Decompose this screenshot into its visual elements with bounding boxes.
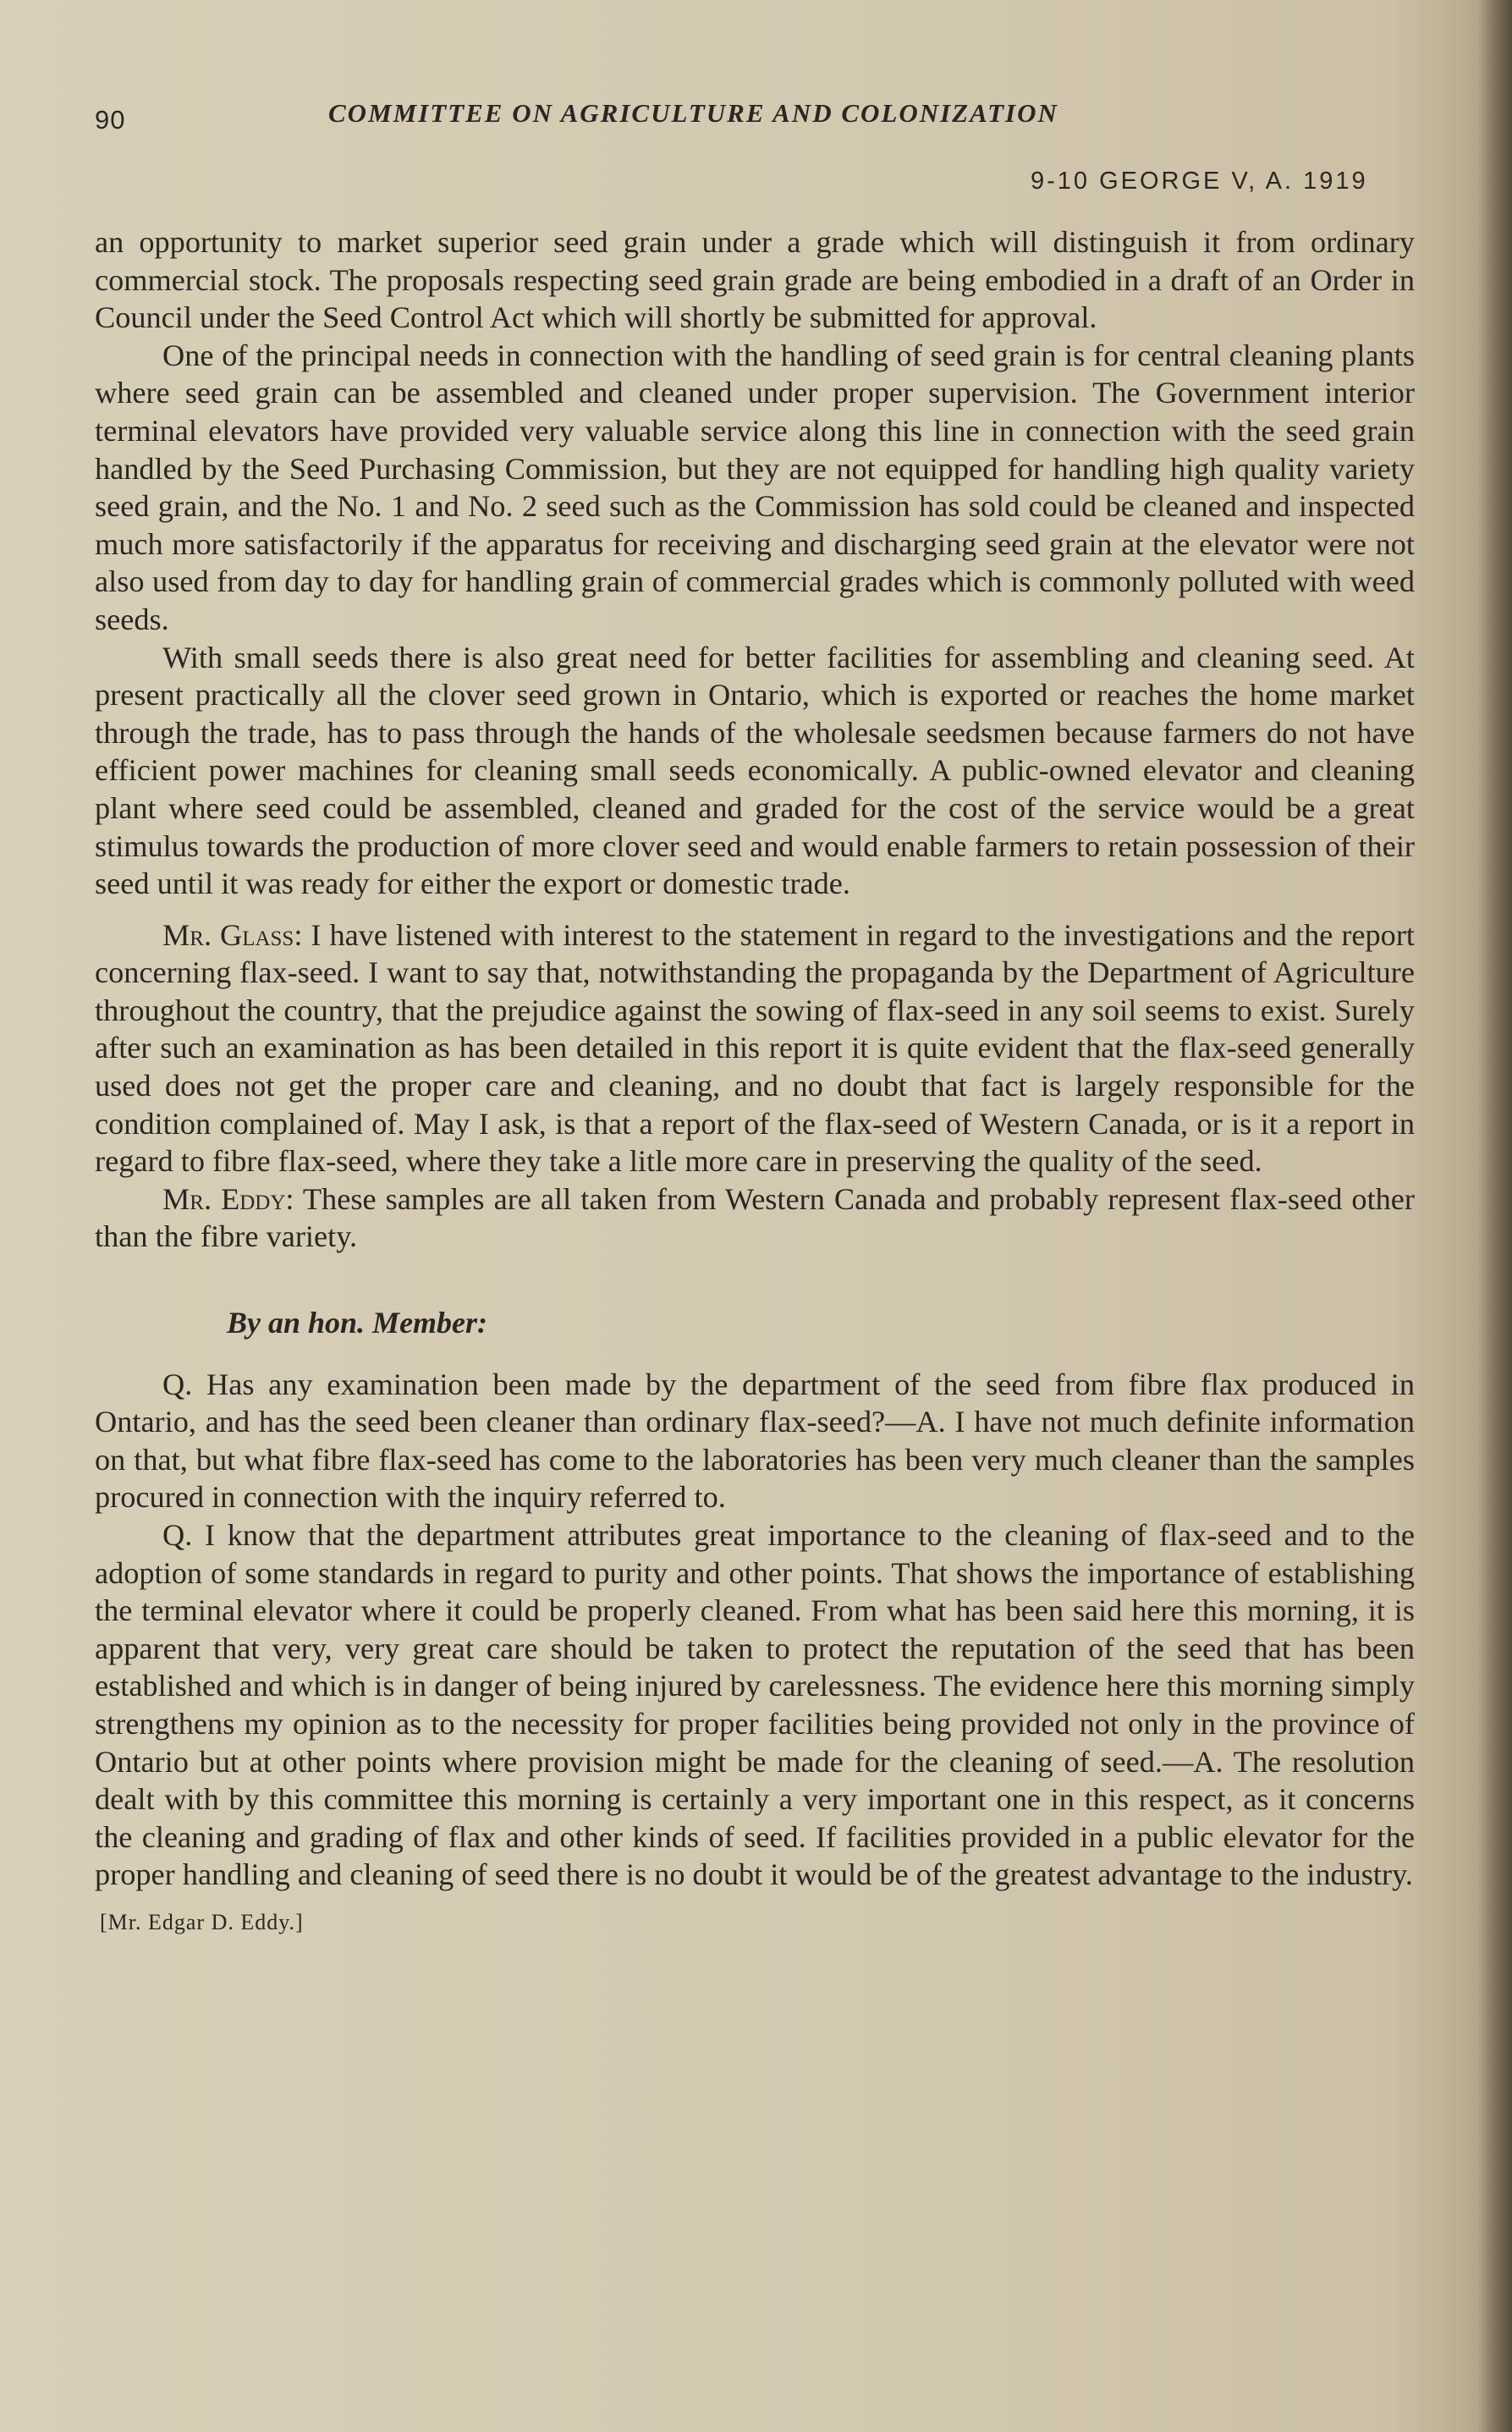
speaker-glass: Mr. Glass:	[162, 917, 303, 952]
page-number: 90	[95, 105, 126, 135]
question-answer-2: Q. I know that the department attributes great importance to the cleaning of flax-seed and to the adoption of some standards in regard to purity and other points. That shows the importance of establishing the terminal elevator where it could be properly cleaned. From what has been said here this morning, it is apparent that very, very great care should be taken to protect the reputation of the seed that has been established and which is in danger of being injured by carelessness. The evidence here this morning simply strengthens my opinion as to the necessity for proper facilities being provided not only in the province of Ontario but at other points where provision might be made for the cleaning of seed.—A. The resolution dealt with by this committee this morning is certainly a very important one in this respect, as it concerns the cleaning and grading of flax and other kinds of seed. If facilities provided in a public elevator for the proper handling and cleaning of seed there is no doubt it would be of the greatest advantage to the industry.	[95, 1518, 1415, 1892]
paragraph-mr-glass	[95, 916, 1415, 1180]
paragraph-mr-eddy	[95, 1180, 1415, 1256]
body-text	[95, 223, 1415, 1942]
paragraph-small-seeds: With small seeds there is also great need for better facilities for assembling and cleaning seed. At present practically all the clover seed grown in Ontario, which is exported or reaches the home market through the trade, has to pass through the hands of the wholesale seedsmen because farmers do not have efficient power machines for cleaning small seeds economically. A public-owned elevator and cleaning plant where seed could be assembled, cleaned and graded for the cost of the service would be a great stimulus towards the production of more clover seed and would enable farmers to retain possession of their seed until it was ready for either the export or domestic trade.	[95, 640, 1415, 901]
question-answer-1: Q. Has any examination been made by the department of the seed from fibre flax produced in Ontario, and has the seed been cleaner than ordinary flax-seed?—A. I have not much definite information on that, but what fibre flax-seed has come to the laboratories has been very much cleaner than the samples procured in connection with the inquiry referred to.	[95, 1367, 1415, 1515]
session-reference: 9-10 GEORGE V, A. 1919	[1031, 168, 1368, 195]
paragraph-seed-grain-grade: an opportunity to market superior seed grain under a grade which will distinguish it from ordinary commercial stock. The proposals respecting seed grain grade are being embodied in a draft of an Order in Council under the Seed Control Act which will shortly be submitted for approval.	[95, 225, 1415, 335]
running-title: COMMITTEE ON AGRICULTURE AND COLONIZATION	[328, 98, 1058, 128]
paragraph-cleaning-plants: One of the principal needs in connection with the handling of seed grain is for central cleaning plants where seed grain can be assembled and cleaned under proper supervision. The Government interior terminal elevators have provided very valuable service along this line in connection with the seed grain handled by the Seed Purchasing Commission, but they are not equipped for handling high quality variety seed grain, and the No. 1 and No. 2 seed such as the Commission has sold could be cleaned and inspected much more satisfactorily if the apparatus for receiving and discharging seed grain at the elevator were not also used from day to day for handling grain of commercial grades which is commonly polluted with weed seeds.	[95, 338, 1415, 636]
statement-eddy: These samples are all taken from Western Canada and probably represent flax-seed other than the fibre variety.	[95, 1181, 1415, 1254]
speaker-eddy: Mr. Eddy:	[162, 1181, 294, 1216]
statement-glass: I have listened with interest to the statement in regard to the investigations and the report concerning flax-seed. I want to say that, notwithstanding the propaganda by the Department of Agriculture throughout the country, that the prejudice against the sowing of flax-seed in any soil seems to exist. Surely after such an examination as has been detailed in this report it is quite evident that the flax-seed generally used does not get the proper care and cleaning, and no doubt that fact is largely responsible for the condition complained of. May I ask, is that a report of the flax-seed of Western Canada, or is it a report in regard to fibre flax-seed, where they take a litle more care in preserving the quality of the seed.	[95, 917, 1415, 1179]
witness-attribution: [Mr. Edgar D. Eddy.]	[100, 1909, 304, 1934]
section-subhead: By an hon. Member:	[227, 1306, 488, 1340]
binding-shadow	[1478, 0, 1512, 2432]
